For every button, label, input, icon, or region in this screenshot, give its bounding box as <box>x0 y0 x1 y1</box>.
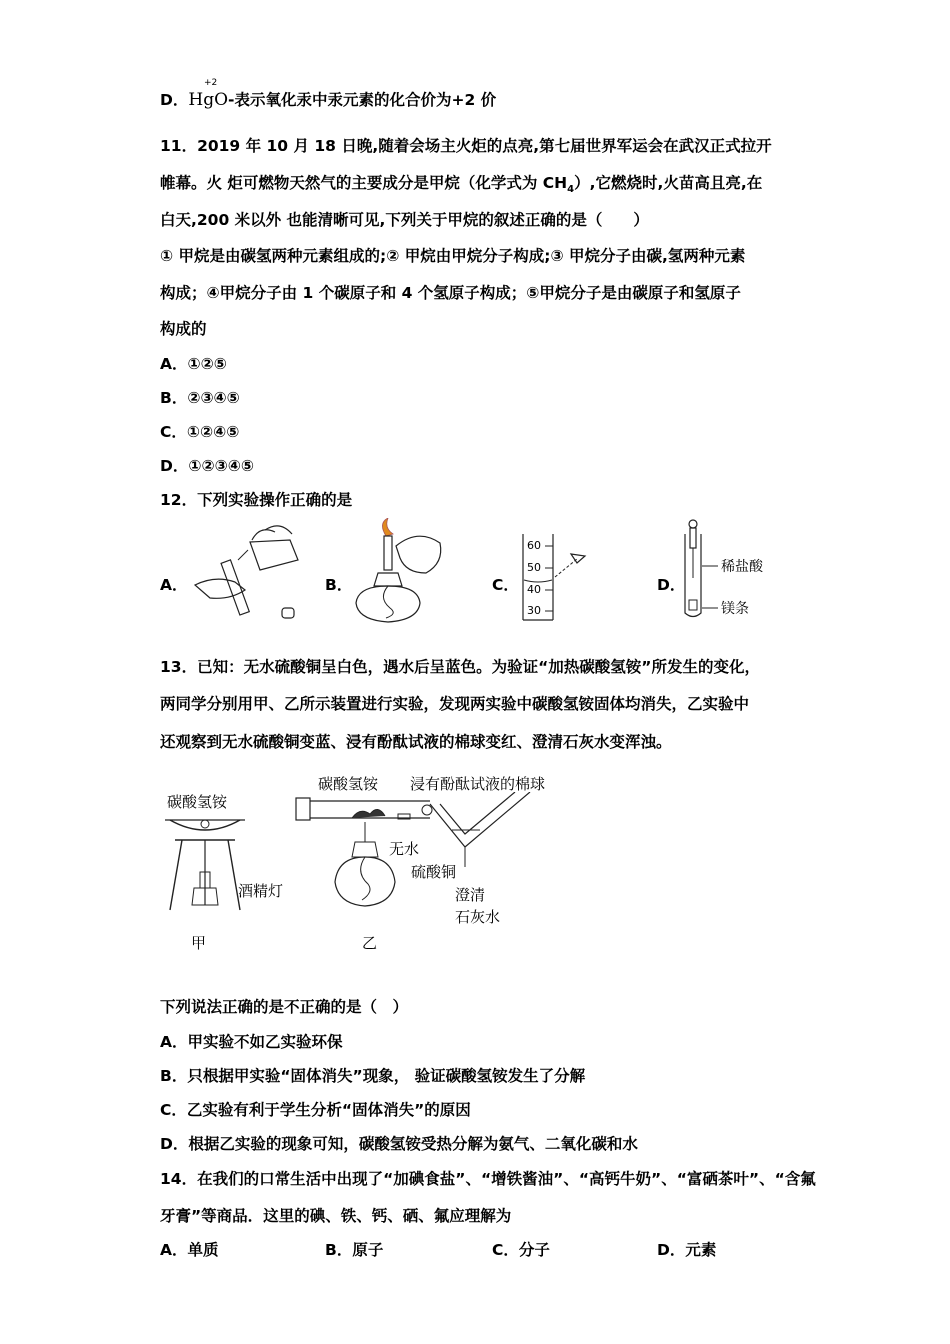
q13-jia-label-ammonium-bicarbonate: 碳酸氢铵 <box>167 793 228 811</box>
q13-option-c[interactable]: C．乙实验有利于学生分析“固体消失”的原因 <box>160 1101 471 1119</box>
q10-option-d-text: -表示氧化汞中汞元素的化合价为+2 价 <box>228 91 497 109</box>
q14-option-b[interactable]: B．原子 <box>325 1241 384 1259</box>
q11-stem-line3: 白天,200 米以外 也能清晰可见,下列关于甲烷的叙述正确的是（ ） <box>160 211 649 229</box>
q13-yi-label-clear: 澄清 <box>455 886 486 904</box>
q12-option-a-label[interactable]: A． <box>160 576 188 594</box>
q11-stem-line2-b: ）,它燃烧时,火苗高且亮,在 <box>574 174 763 192</box>
q14-stem-line2: 牙膏”等商品．这里的碘、铁、钙、硒、氟应理解为 <box>160 1207 512 1225</box>
q12-stem: 12．下列实验操作正确的是 <box>160 491 353 509</box>
q14-option-a[interactable]: A．单质 <box>160 1241 219 1259</box>
q12-figure-d-label-mg: 镁条 <box>721 601 749 617</box>
q13-option-b[interactable]: B．只根据甲实验“固体消失”现象， 验证碳酸氢铵发生了分解 <box>160 1067 586 1085</box>
q14-stem-line1: 14．在我们的口常生活中出现了“加碘食盐”、“增铁酱油”、“高钙牛奶”、“富硒茶叶”、“含氟 <box>160 1170 816 1188</box>
q10-hgo-formula: HgO <box>188 90 229 110</box>
q11-ch4-subscript: 4 <box>567 184 575 196</box>
q12-option-d-label[interactable]: D． <box>657 576 686 594</box>
q14-option-c[interactable]: C．分子 <box>492 1241 550 1259</box>
q11-statement-line1: ① 甲烷是由碳氢两种元素组成的;② 甲烷由甲烷分子构成;③ 甲烷分子由碳,氢两种元素 <box>160 247 746 265</box>
q13-option-a[interactable]: A．甲实验不如乙实验环保 <box>160 1033 343 1051</box>
q10-option-d-prefix: D． <box>160 91 189 109</box>
q11-stem-line2-a: 帷幕。火 炬可燃物天然气的主要成分是甲烷（化学式为 CH <box>160 174 568 192</box>
q11-statement-line2: 构成；④甲烷分子由 1 个碳原子和 4 个氢原子构成；⑤甲烷分子是由碳原子和氢原子 <box>160 284 741 302</box>
q11-stem-line2 <box>160 172 762 201</box>
q12-figure-b-alcohol-lamp-icon <box>348 518 453 628</box>
q12-cylinder-tick-40: 40 <box>527 583 541 596</box>
q12-figure-d-label-hcl: 稀盐酸 <box>721 559 763 575</box>
q12-cylinder-tick-30: 30 <box>527 604 541 617</box>
q11-option-b[interactable]: B．②③④⑤ <box>160 389 240 407</box>
q13-yi-label-ammonium-bicarbonate: 碳酸氢铵 <box>318 775 379 793</box>
q12-eye-icon <box>571 554 585 563</box>
q11-statement-line3: 构成的 <box>160 320 207 338</box>
q12-option-b-label[interactable]: B． <box>325 576 353 594</box>
q13-figure-jia-apparatus <box>160 810 250 915</box>
q11-option-d[interactable]: D．①②③④⑤ <box>160 457 254 475</box>
q13-stem-line3: 还观察到无水硫酸铜变蓝、浸有酚酞试液的棉球变红、澄清石灰水变浑浊。 <box>160 733 672 751</box>
q12-figure-c-graduated-cylinder <box>515 532 595 622</box>
q12-option-c-label[interactable]: C． <box>492 576 519 594</box>
q12-figure-a-pouring-icon <box>190 520 310 625</box>
q10-charge-mark: +2 <box>204 78 218 88</box>
q13-stem-line1: 13．已知：无水硫酸铜呈白色，遇水后呈蓝色。为验证“加热碳酸氢铵”所发生的变化， <box>160 658 760 676</box>
q13-question: 下列说法正确的是不正确的是（ ） <box>160 998 409 1016</box>
q12-cylinder-tick-60: 60 <box>527 539 541 552</box>
q13-jia-caption: 甲 <box>191 934 207 952</box>
q10-option-d <box>160 89 496 111</box>
q11-option-c[interactable]: C．①②④⑤ <box>160 423 240 441</box>
q13-yi-label-copper-sulfate: 硫酸铜 <box>411 863 457 881</box>
q13-yi-label-anhydrous: 无水 <box>389 840 420 858</box>
q11-option-a[interactable]: A．①②⑤ <box>160 355 227 373</box>
q11-stem-line1: 11．2019 年 10 月 18 日晚,随着会场主火炬的点亮,第七届世界军运会在武汉正式拉开 <box>160 137 772 155</box>
q13-option-d[interactable]: D．根据乙实验的现象可知，碳酸氢铵受热分解为氨气、二氧化碳和水 <box>160 1135 638 1153</box>
q13-yi-caption: 乙 <box>362 934 378 952</box>
q13-jia-label-lamp: 酒精灯 <box>238 882 284 900</box>
q13-yi-label-cotton: 浸有酚酞试液的棉球 <box>410 775 546 793</box>
q13-yi-label-limewater: 石灰水 <box>455 908 501 926</box>
q12-cylinder-tick-50: 50 <box>527 561 541 574</box>
q13-stem-line2: 两同学分别用甲、乙所示装置进行实验，发现两实验中碳酸氢铵固体均消失，乙实验中 <box>160 695 750 713</box>
q14-option-d[interactable]: D．元素 <box>657 1241 717 1259</box>
